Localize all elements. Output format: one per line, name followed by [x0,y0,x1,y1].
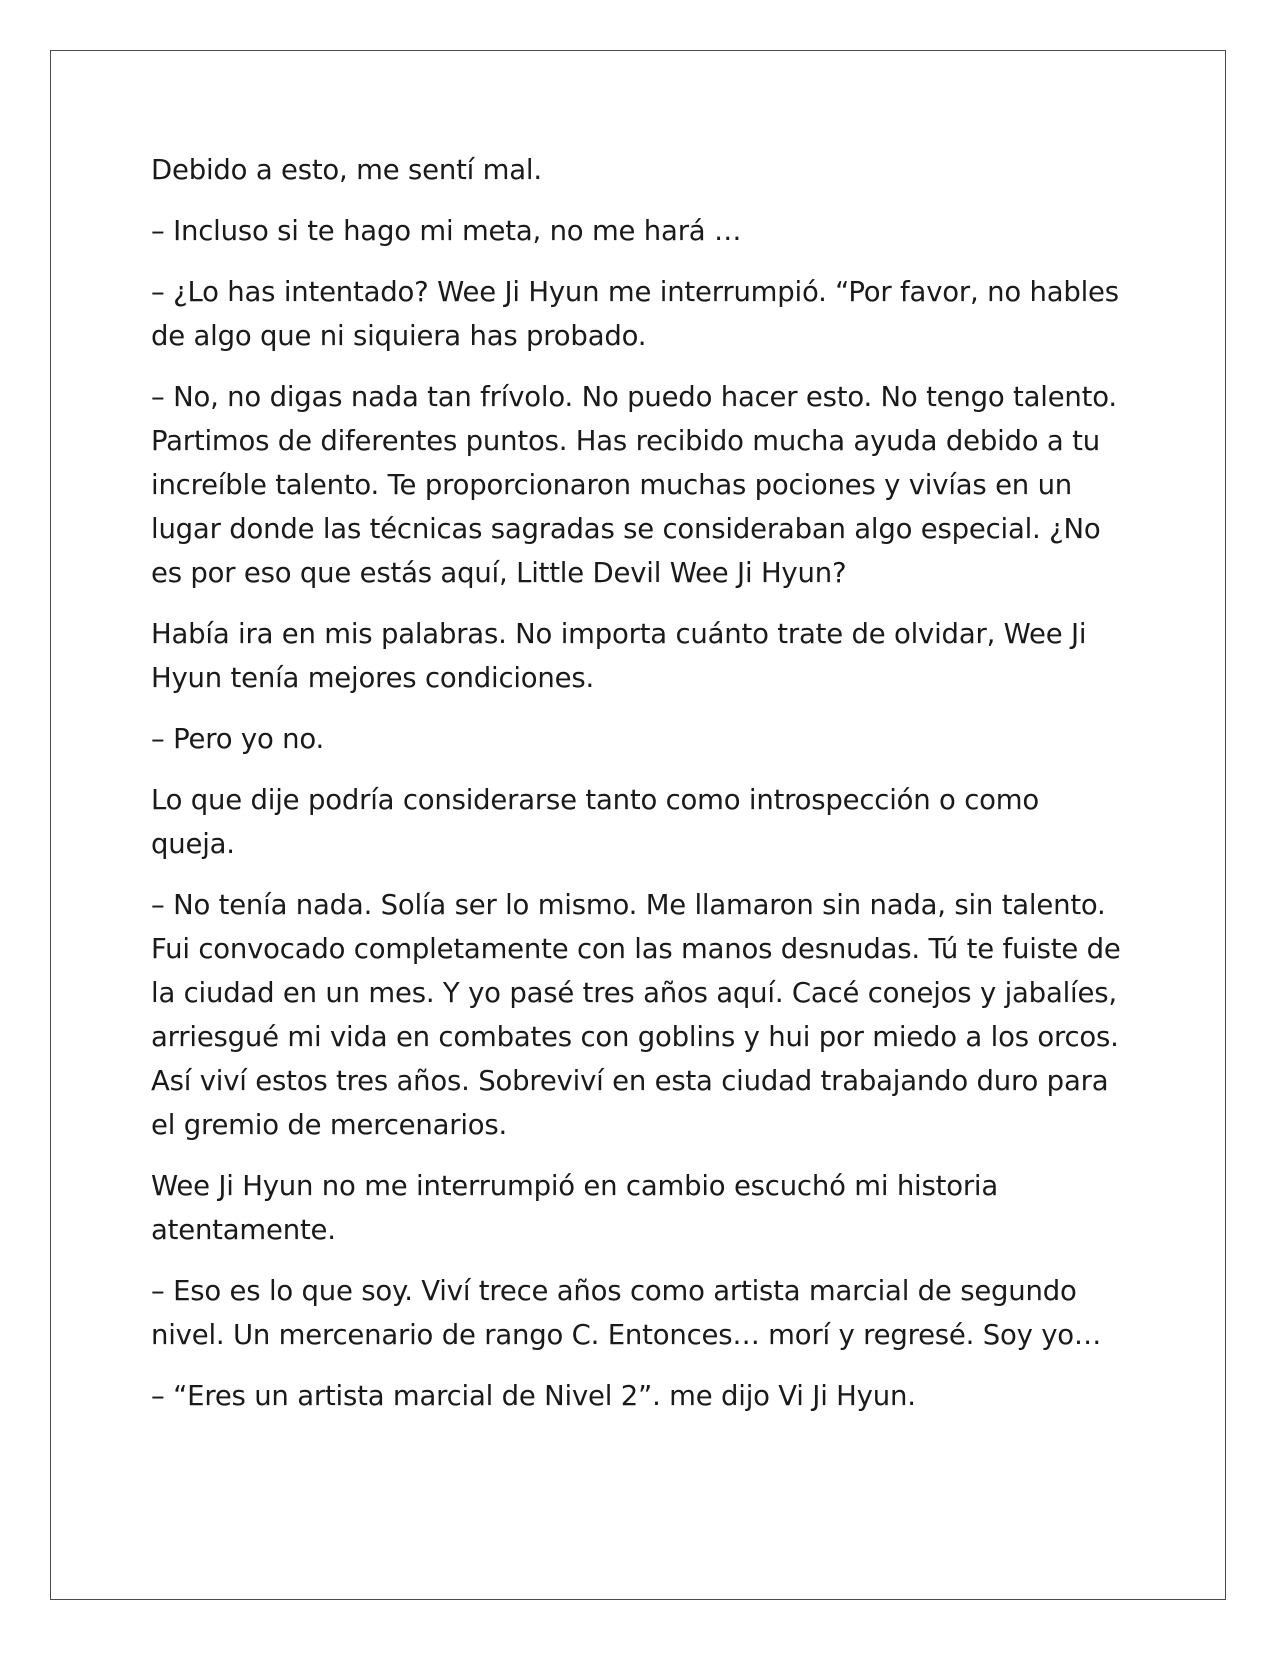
paragraph: – Pero yo no. [151,723,325,755]
paragraph: – No tenía nada. Solía ser lo mismo. Me llamaron sin nada, sin talento. Fui convocado completamente con las manos desnudas. Tú te fuiste de la ciudad en un mes. Y yo pasé tres años aquí. Cacé conejos y jabalíes, arriesgué mi vida en combates con goblins y hui por miedo a los orcos. Así viví estos tres años. Sobreviví en esta ciudad trabajando duro para el gremio de mercenarios. [151,889,1121,1141]
paragraph: – Incluso si te hago mi meta, no me hará … [151,215,742,247]
paragraph: Debido a esto, me sentí mal. [151,154,542,186]
document-body [151,148,1126,1435]
paragraph: Lo que dije podría considerarse tanto como introspección o como queja. [151,784,1039,860]
paragraph: – ¿Lo has intentado? Wee Ji Hyun me interrumpió. “Por favor, no hables de algo que ni siquiera has probado. [151,276,1119,352]
paragraph: – “Eres un artista marcial de Nivel 2”. me dijo Vi Ji Hyun. [151,1380,916,1412]
paragraph: – Eso es lo que soy. Viví trece años como artista marcial de segundo nivel. Un mercenario de rango C. Entonces… morí y regresé. Soy yo… [151,1275,1102,1351]
paragraph: Había ira en mis palabras. No importa cuánto trate de olvidar, Wee Ji Hyun tenía mejores condiciones. [151,618,1087,694]
paragraph: – No, no digas nada tan frívolo. No puedo hacer esto. No tengo talento. Partimos de diferentes puntos. Has recibido mucha ayuda debido a tu increíble talento. Te proporcionaron muchas pociones y vivías en un lugar donde las técnicas sagradas se consideraban algo especial. ¿No es por eso que estás aquí, Little Devil Wee Ji Hyun? [151,381,1117,589]
paragraph: Wee Ji Hyun no me interrumpió en cambio escuchó mi historia atentamente. [151,1170,999,1246]
